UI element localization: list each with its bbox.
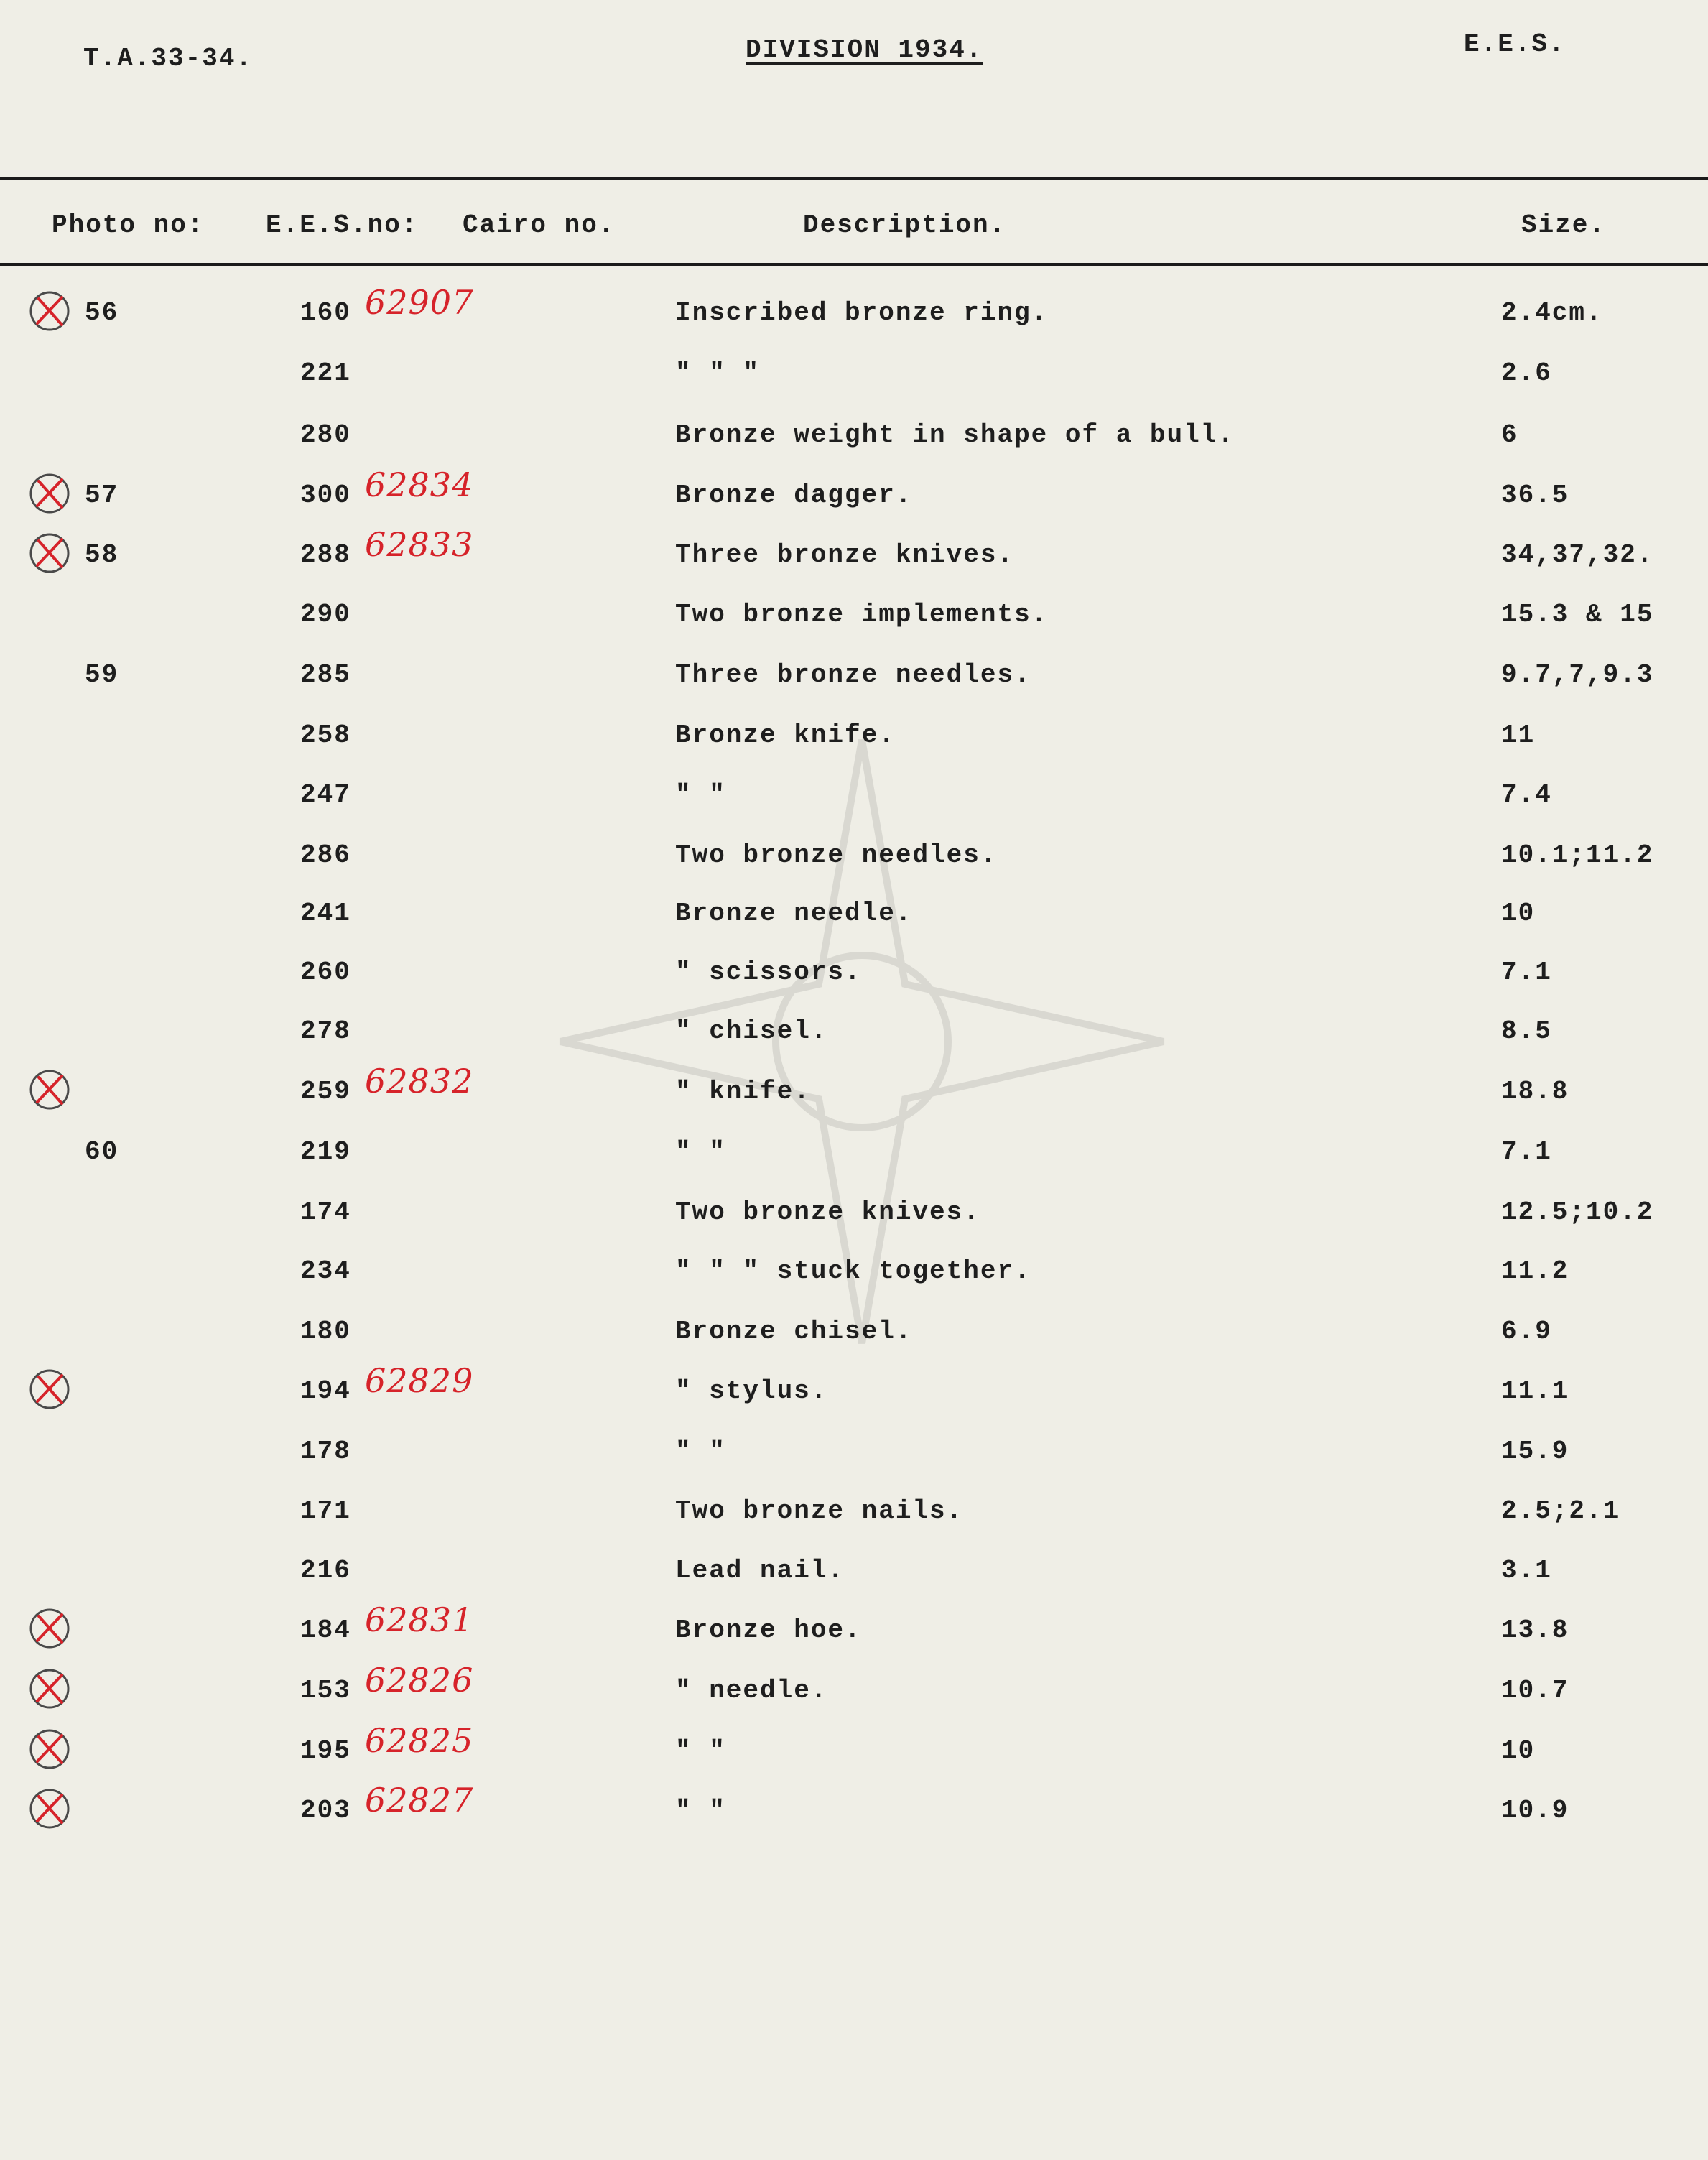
photo-number: 57 — [85, 481, 119, 510]
size: 12.5;10.2 — [1501, 1197, 1654, 1227]
circled-x-mark-icon — [26, 529, 73, 577]
size: 15.3 & 15 — [1501, 600, 1654, 629]
society-label: E.E.S. — [1464, 29, 1566, 59]
table-row — [0, 840, 1708, 886]
ees-number: 171 — [300, 1496, 351, 1526]
table-row — [0, 1319, 1708, 1362]
table-row — [0, 465, 1708, 526]
ees-number: 258 — [300, 720, 351, 750]
header-bottom-rule — [0, 263, 1708, 266]
description: Bronze hoe. — [675, 1616, 862, 1645]
cairo-number-handwritten: 62834 — [365, 465, 474, 504]
size: 7.4 — [1501, 780, 1552, 810]
size: 34,37,32. — [1501, 540, 1654, 570]
ees-number: 184 — [300, 1616, 351, 1645]
table-row — [0, 1781, 1708, 1841]
ees-number: 178 — [300, 1437, 351, 1466]
description: Bronze dagger. — [675, 481, 913, 510]
table-row — [0, 782, 1708, 825]
description: Three bronze needles. — [675, 660, 1031, 690]
ees-number: 290 — [300, 600, 351, 629]
cairo-number-handwritten: 62829 — [365, 1361, 474, 1400]
cairo-number-handwritten: 62907 — [365, 283, 474, 322]
description: " stylus. — [675, 1376, 828, 1406]
size: 3.1 — [1501, 1556, 1552, 1585]
description: Two bronze knives. — [675, 1197, 980, 1227]
ees-number: 194 — [300, 1376, 351, 1406]
size: 10 — [1501, 899, 1536, 928]
circled-x-mark-icon — [26, 1725, 73, 1773]
description: Lead nail. — [675, 1556, 845, 1585]
cairo-number-handwritten: 62826 — [365, 1661, 474, 1700]
description: " " — [675, 1137, 726, 1167]
table-row — [0, 1721, 1708, 1781]
table-row — [0, 720, 1708, 766]
size: 7.1 — [1501, 958, 1552, 987]
ees-number: 259 — [300, 1077, 351, 1106]
ees-number: 280 — [300, 420, 351, 450]
table-row — [0, 602, 1708, 645]
size: 13.8 — [1501, 1616, 1569, 1645]
description: " " " stuck together. — [675, 1256, 1031, 1286]
ees-number: 285 — [300, 660, 351, 690]
description: Three bronze knives. — [675, 540, 1015, 570]
size: 8.5 — [1501, 1016, 1552, 1046]
table-row — [0, 960, 1708, 1003]
table-row — [0, 358, 1708, 404]
table-row — [0, 1016, 1708, 1062]
ees-number: 260 — [300, 958, 351, 987]
size: 11 — [1501, 720, 1536, 750]
table-row — [0, 1600, 1708, 1661]
ees-number: 247 — [300, 780, 351, 810]
cairo-number-handwritten: 62832 — [365, 1062, 474, 1100]
size: 2.5;2.1 — [1501, 1496, 1620, 1526]
size: 10.9 — [1501, 1796, 1569, 1825]
description: Bronze knife. — [675, 720, 896, 750]
description: Inscribed bronze ring. — [675, 298, 1049, 328]
ees-number: 221 — [300, 358, 351, 388]
description: " " " — [675, 358, 761, 388]
size: 7.1 — [1501, 1137, 1552, 1167]
description: Two bronze needles. — [675, 840, 998, 870]
size: 10.1;11.2 — [1501, 840, 1654, 870]
photo-number: 58 — [85, 540, 119, 570]
ees-number: 278 — [300, 1016, 351, 1046]
ees-number: 153 — [300, 1676, 351, 1705]
table-row — [0, 1361, 1708, 1422]
photo-number: 59 — [85, 660, 119, 690]
size: 11.1 — [1501, 1376, 1569, 1406]
description: " " — [675, 1437, 726, 1466]
size: 10.7 — [1501, 1676, 1569, 1705]
ees-number: 286 — [300, 840, 351, 870]
description: " " — [675, 780, 726, 810]
size: 6.9 — [1501, 1317, 1552, 1346]
cairo-number-handwritten: 62831 — [365, 1600, 474, 1639]
circled-x-mark-icon — [26, 287, 73, 335]
ees-number: 234 — [300, 1256, 351, 1286]
table-row — [0, 1498, 1708, 1542]
description: Bronze chisel. — [675, 1317, 913, 1346]
description: " " — [675, 1736, 726, 1766]
page-title: DIVISION 1934. — [746, 35, 983, 65]
size: 6 — [1501, 420, 1518, 450]
table-row — [0, 1062, 1708, 1122]
header-top-rule — [0, 177, 1708, 180]
cairo-number-handwritten: 62825 — [365, 1721, 474, 1760]
size: 18.8 — [1501, 1077, 1569, 1106]
description: " needle. — [675, 1676, 828, 1705]
ees-number: 203 — [300, 1796, 351, 1825]
table-row — [0, 901, 1708, 944]
ees-number: 195 — [300, 1736, 351, 1766]
circled-x-mark-icon — [26, 1785, 73, 1832]
ees-number: 300 — [300, 481, 351, 510]
table-row — [0, 283, 1708, 343]
size: 10 — [1501, 1736, 1536, 1766]
table-row — [0, 1256, 1708, 1302]
ees-number: 241 — [300, 899, 351, 928]
ees-number: 288 — [300, 540, 351, 570]
table-row — [0, 662, 1708, 705]
table-row — [0, 1197, 1708, 1243]
table-row — [0, 1439, 1708, 1482]
ees-number: 219 — [300, 1137, 351, 1167]
circled-x-mark-icon — [26, 1665, 73, 1712]
description: " " — [675, 1796, 726, 1825]
column-header-ees: E.E.S.no: — [266, 210, 419, 240]
photo-number: 60 — [85, 1137, 119, 1167]
description: " scissors. — [675, 958, 862, 987]
table-row — [0, 1661, 1708, 1721]
photo-number: 56 — [85, 298, 119, 328]
description: Bronze needle. — [675, 899, 913, 928]
column-header-size: Size. — [1521, 210, 1607, 240]
description: " chisel. — [675, 1016, 828, 1046]
description: " knife. — [675, 1077, 811, 1106]
document-ref: T.A.33-34. — [83, 44, 254, 73]
table-row — [0, 1139, 1708, 1182]
column-header-cairo: Cairo no. — [463, 210, 616, 240]
ees-number: 216 — [300, 1556, 351, 1585]
cairo-number-handwritten: 62827 — [365, 1781, 474, 1820]
description: Two bronze nails. — [675, 1496, 964, 1526]
description: Two bronze implements. — [675, 600, 1049, 629]
column-header-photo: Photo no: — [52, 210, 205, 240]
ees-number: 180 — [300, 1317, 351, 1346]
size: 2.4cm. — [1501, 298, 1603, 328]
table-row — [0, 525, 1708, 585]
circled-x-mark-icon — [26, 1366, 73, 1413]
circled-x-mark-icon — [26, 470, 73, 517]
size: 15.9 — [1501, 1437, 1569, 1466]
cairo-number-handwritten: 62833 — [365, 525, 474, 564]
size: 9.7,7,9.3 — [1501, 660, 1654, 690]
table-row — [0, 422, 1708, 465]
column-header-description: Description. — [803, 210, 1007, 240]
ees-number: 174 — [300, 1197, 351, 1227]
description: Bronze weight in shape of a bull. — [675, 420, 1235, 450]
size: 11.2 — [1501, 1256, 1569, 1286]
size: 2.6 — [1501, 358, 1552, 388]
circled-x-mark-icon — [26, 1605, 73, 1652]
table-row — [0, 1558, 1708, 1601]
circled-x-mark-icon — [26, 1066, 73, 1113]
size: 36.5 — [1501, 481, 1569, 510]
ees-number: 160 — [300, 298, 351, 328]
